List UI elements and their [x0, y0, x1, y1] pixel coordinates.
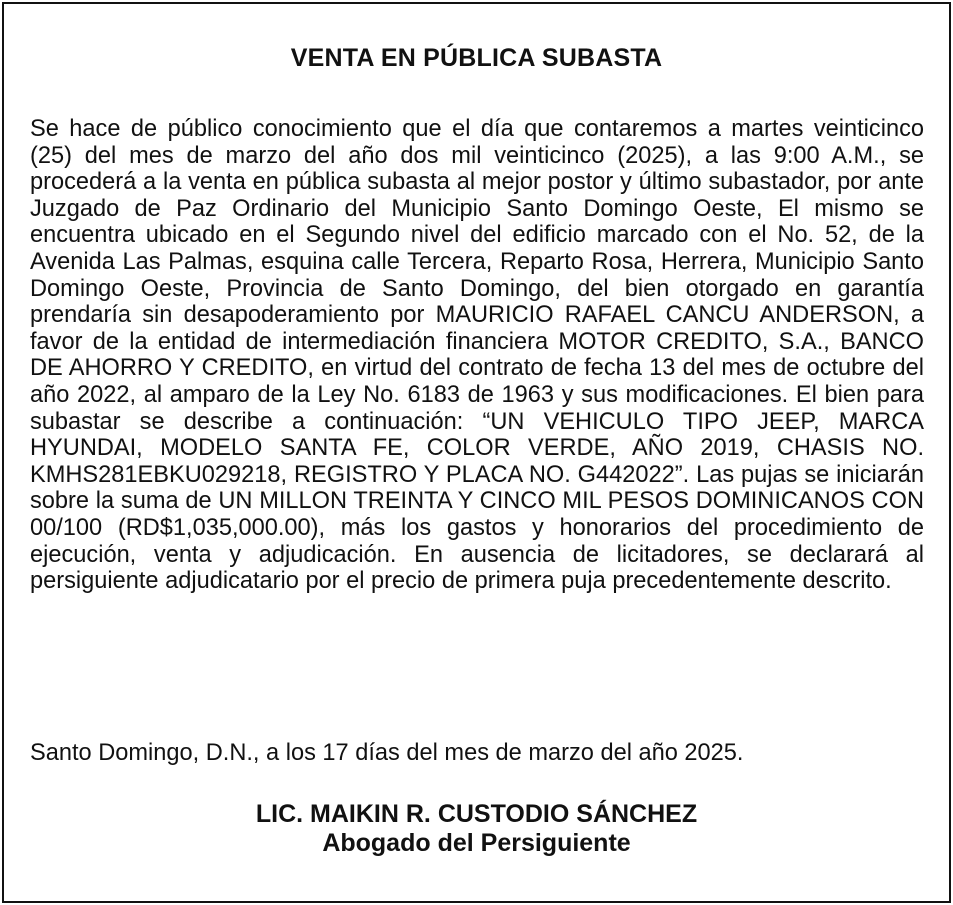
notice-title: VENTA EN PÚBLICA SUBASTA — [290, 44, 663, 72]
signature-name: LIC. MAIKIN R. CUSTODIO SÁNCHEZ — [255, 800, 698, 828]
signature-role: Abogado del Persiguiente — [322, 829, 631, 857]
notice-date-line: Santo Domingo, D.N., a los 17 días del mes de marzo del año 2025. — [30, 740, 744, 766]
notice-body: Se hace de público conocimiento que el día que contaremos a martes veinticinco (25) del mes de marzo del año dos mil veinticinco (2025), a las 9:00 A.M., se procederá a la venta en pública subasta al mejor postor y último subastador, por ante Juzgado de Paz Ordinario del Municipio Santo Domingo Oeste, El mismo se encuentra ubicado en el Segundo nivel del edificio marcado con el No. 52, de la Avenida Las Palmas, esquina calle Tercera, Reparto Rosa, Herrera, Municipio Santo Domingo Oeste, Provincia de Santo Domingo, del bien otorgado en garantía prendaría sin desapoderamiento por MAURICIO RAFAEL CANCU ANDERSON, a favor de la entidad de intermediación financiera MOTOR CREDITO, S.A., BANCO DE AHORRO Y CREDITO, en virtud del contrato de fecha 13 del mes de octubre del año 2022, al amparo de la Ley No. 6183 de 1963 y sus modificaciones. El bien para subastar se describe a continuación: “UN VEHICULO TIPO JEEP, MARCA HYUNDAI, MODELO SANTA FE, COLOR VERDE, AÑO 2019, CHASIS NO. KMHS281EBKU029218, REGISTRO Y PLACA NO. G442022”. Las pujas se iniciarán sobre la suma de UN MILLON TREINTA Y CINCO MIL PESOS DOMINICANOS CON 00/100 (RD$1,035,000.00), más los gastos y honorarios del procedimiento de ejecución, venta y adjudicación. En ausencia de licitadores, se declarará al persiguiente adjudicatario por el precio de primera puja precedentemente descrito. — [30, 116, 924, 595]
legal-notice-box — [2, 2, 951, 903]
